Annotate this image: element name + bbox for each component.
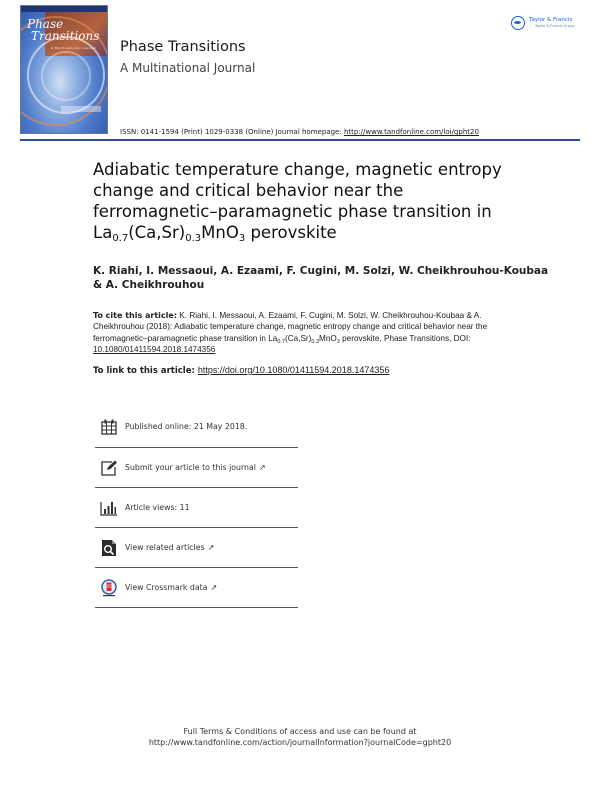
publisher-tagline: Taylor & Francis Group — [535, 24, 575, 28]
bar-chart-icon — [100, 499, 118, 517]
view-crossmark-link[interactable]: View Crossmark data — [125, 583, 208, 592]
external-link-icon: ↗ — [207, 543, 215, 552]
journal-title: Phase Transitions — [120, 39, 246, 55]
footer-terms — [0, 726, 600, 748]
citation-text: MnO — [319, 333, 337, 343]
title-text: Adiabatic temperature change, magnetic entropy change and critical behavior near the ferromagnetic–paramagnetic phase transition in La — [93, 160, 502, 242]
published-online-label: Published online: 21 May 2018. — [125, 422, 248, 431]
cover-title-line1: Phase — [27, 17, 64, 31]
journal-subtitle: A Multinational Journal — [120, 61, 256, 75]
cover-footer-band — [61, 106, 101, 112]
cover-subtitle: A Multinational Journal — [51, 46, 97, 50]
published-online-item — [95, 406, 298, 448]
cover-decoration — [41, 51, 91, 101]
citation-text: (Ca,Sr) — [284, 333, 312, 343]
link-label: To link to this article: — [93, 366, 198, 376]
submit-article-item[interactable] — [95, 448, 298, 488]
citation-subscript: 0.7 — [277, 338, 285, 345]
citation-subscript: 0.3 — [311, 338, 320, 345]
related-articles-item[interactable] — [95, 528, 298, 568]
publisher-logo — [511, 16, 574, 30]
title-text: (Ca,Sr) — [128, 223, 186, 242]
journal-cover-image — [20, 5, 108, 134]
publisher-logo-icon — [511, 16, 525, 30]
article-info-list — [95, 406, 298, 608]
title-subscript: 0.3 — [185, 233, 202, 244]
title-text: MnO — [201, 223, 239, 242]
issn-line — [120, 128, 479, 136]
external-link-icon: ↗ — [258, 463, 266, 472]
calendar-icon — [100, 418, 118, 436]
issn-text: ISSN: 0141-1594 (Print) 1029-0338 (Online) Journal homepage: — [120, 128, 344, 136]
footer-terms-url[interactable]: http://www.tandfonline.com/action/journalInformation?journalCode=gpht20 — [148, 738, 452, 747]
crossmark-icon — [100, 579, 118, 597]
article-title — [93, 159, 503, 243]
citation-block — [93, 310, 533, 355]
crossmark-item[interactable] — [95, 568, 298, 608]
cover-title — [27, 18, 99, 42]
title-text: perovskite — [245, 223, 337, 242]
article-views-item — [95, 488, 298, 528]
view-related-articles-link[interactable]: View related articles — [125, 543, 205, 552]
article-doi-url-link[interactable]: https://doi.org/10.1080/01411594.2018.1474356 — [197, 365, 390, 375]
citation-subscript: 3 — [336, 338, 340, 345]
search-document-icon — [100, 539, 118, 557]
submit-article-link[interactable]: Submit your article to this journal — [125, 463, 256, 472]
publisher-name: Taylor & Francis — [529, 17, 573, 23]
edit-icon — [100, 459, 118, 477]
journal-homepage-link[interactable]: http://www.tandfonline.com/loi/gpht20 — [343, 128, 479, 136]
article-link-line — [93, 365, 389, 376]
article-views-label: Article views: 11 — [125, 503, 190, 512]
author-list: K. Riahi, I. Messaoui, A. Ezaami, F. Cugini, M. Solzi, W. Cheikhrouhou-Koubaa & A. Cheikhrouhou — [93, 265, 549, 291]
title-subscript: 0.7 — [112, 233, 129, 244]
external-link-icon: ↗ — [210, 583, 218, 592]
doi-link[interactable]: 10.1080/01411594.2018.1474356 — [93, 344, 216, 354]
citation-text: perovskite, Phase Transitions, DOI: — [339, 333, 471, 343]
title-subscript: 3 — [238, 233, 246, 244]
cover-title-line2: Transitions — [31, 29, 100, 43]
footer-terms-text: Full Terms & Conditions of access and use can be found at — [183, 727, 417, 736]
citation-label: To cite this article: — [93, 311, 178, 320]
citation-text: K. Riahi, I. Messaoui, A. Ezaami, F. Cugini, M. Solzi, W. Cheikhrouhou-Koubaa & A. Cheikhrouhou (2018): Adiabatic temperature change, magnetic entropy change and critical behavior near the ferromagnetic–paramagnetic phase transition in La — [93, 311, 488, 343]
header-divider — [20, 139, 580, 141]
